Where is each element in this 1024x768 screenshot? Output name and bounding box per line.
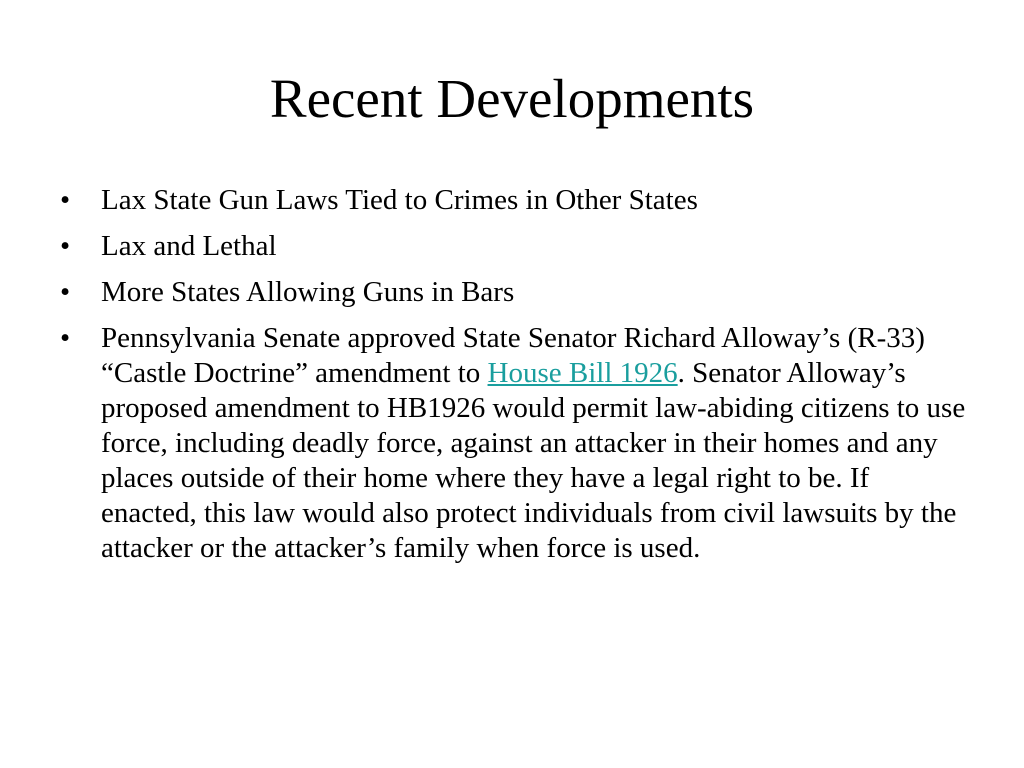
slide-title: Recent Developments — [269, 68, 755, 129]
bullet-list — [60, 183, 970, 577]
house-bill-1926-link[interactable]: House Bill 1926 — [487, 357, 678, 389]
bullet-icon: • — [60, 322, 71, 354]
bullet-item — [60, 321, 970, 566]
bullet-item — [60, 183, 970, 218]
bullet-item — [60, 275, 970, 310]
bullet-item — [60, 229, 970, 264]
bullet-icon: • — [60, 276, 71, 308]
bullet-text: Lax and Lethal — [101, 230, 277, 262]
bullet-text: Lax State Gun Laws Tied to Crimes in Other States — [101, 184, 698, 216]
bullet-text-before-link: Pennsylvania Senate approved State Senator Richard Alloway’s (R-33) “Castle Doctrine” amendment to — [101, 322, 925, 389]
bullet-text-after-link: . Senator Alloway’s proposed amendment to HB1926 would permit law-abiding citizens to use force, including deadly force, against an attacker in their homes and any places outside of their home where they have a legal right to be. If enacted, this law would also protect individuals from civil lawsuits by the attacker or the attacker’s family when force is used. — [101, 357, 966, 564]
bullet-icon: • — [60, 230, 71, 262]
bullet-icon: • — [60, 184, 71, 216]
bullet-text: More States Allowing Guns in Bars — [101, 276, 515, 308]
